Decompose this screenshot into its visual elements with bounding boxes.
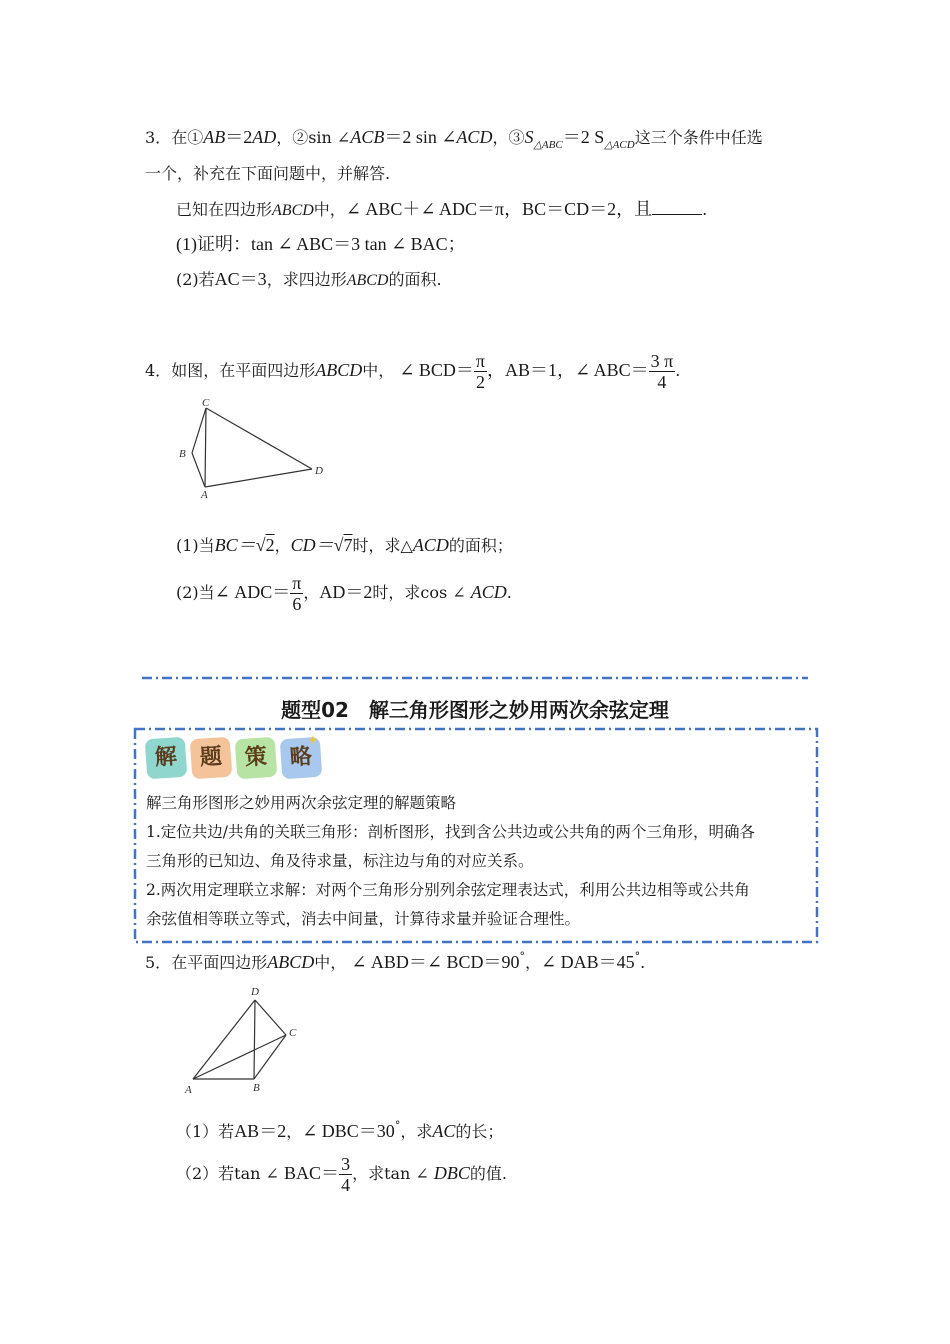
badge-ce: 策 xyxy=(235,737,278,780)
q4-figure xyxy=(175,393,335,505)
q5-label-d: D xyxy=(251,986,259,998)
q5-part2: （2）若tan ∠ BAC＝ $\frac{3}{4}$ ，求tan ∠ DBC的值. xyxy=(176,1154,508,1195)
section-divider xyxy=(140,675,810,681)
q5-label-a: A xyxy=(185,1084,192,1096)
fraction-3-4: $\frac{3}{4}$ xyxy=(341,1154,351,1195)
section-title: 题型02 解三角形图形之妙用两次余弦定理 xyxy=(281,698,669,722)
strategy-line4: 余弦值相等联立等式，消去中间量，计算待求量并验证合理性。 xyxy=(146,910,581,928)
q4-part2: (2)当∠ ADC＝ $\frac{\pi}{6}$ ，AD＝2时，求cos ∠ ACD. xyxy=(176,573,512,614)
answer-blank xyxy=(652,198,702,215)
sqrt-symbol: √ xyxy=(255,535,266,555)
q4-part1: (1)当BC＝√2，CD＝√7时，求△ACD的面积； xyxy=(176,535,513,555)
q5-line1: 5．在平面四边形ABCD中， ∠ ABD＝∠ BCD＝90°，∠ DAB＝45°. xyxy=(145,950,646,972)
q5-part1: （1）若AB＝2，∠ DBC＝30°，求AC的长； xyxy=(176,1119,504,1141)
strategy-line2: 三角形的已知边、角及待求量，标注边与角的对应关系。 xyxy=(146,852,534,870)
q3-given: 已知在四边形ABCD中，∠ ABC＋∠ ADC＝π，BC＝CD＝2，且 . xyxy=(176,199,708,219)
q5-label-c: C xyxy=(289,1027,297,1039)
q4-label-d: D xyxy=(315,465,323,477)
q3-line2: 一个，补充在下面问题中，并解答. xyxy=(145,164,391,183)
q4-line1: 4．如图，在平面四边形ABCD中， ∠ BCD＝ $\frac{\pi}{2}$ ，AB＝1，∠ ABC＝ $\frac{3 \pi}{4}$ . xyxy=(145,351,681,392)
q3-part2: (2)若AC＝3，求四边形ABCD的面积. xyxy=(176,269,442,289)
sqrt-symbol: √ xyxy=(333,535,344,555)
q5-figure xyxy=(178,983,308,1098)
strategy-heading: 解三角形图形之妙用两次余弦定理的解题策略 xyxy=(146,794,457,812)
fraction-pi-2: $\frac{\pi}{2}$ xyxy=(475,351,485,392)
badge-jie: 解 xyxy=(145,737,188,780)
strategy-line3: 2.两次用定理联立求解：对两个三角形分别列余弦定理表达式，利用公共边相等或公共角 xyxy=(146,881,750,899)
badge-lve: 略 xyxy=(280,737,323,780)
q3-line1: 3．在①AB＝2AD，②sin ∠ACB＝2 sin ∠ACD，$③S_{\triangle ABC}=2$ $S_{\triangle ACD}$这三个条件中任选 xyxy=(145,127,763,151)
fraction-3pi-4: $\frac{3 \pi}{4}$ xyxy=(650,351,674,392)
q4-label-b: B xyxy=(179,448,186,460)
fraction-pi-6: $\frac{\pi}{6}$ xyxy=(292,573,302,614)
badge-ti: 题 xyxy=(190,737,233,780)
sparkle-icon: ✦ xyxy=(307,733,319,749)
q4-label-c: C xyxy=(202,397,210,409)
strategy-line1: 1.定位共边/共角的关联三角形：剖析图形，找到含公共边或公共角的两个三角形，明确各 xyxy=(146,823,756,841)
q5-label-b: B xyxy=(253,1082,260,1094)
q3-part1: (1)证明：tan ∠ ABC＝3 tan ∠ BAC； xyxy=(176,234,466,254)
q4-label-a: A xyxy=(201,489,208,501)
